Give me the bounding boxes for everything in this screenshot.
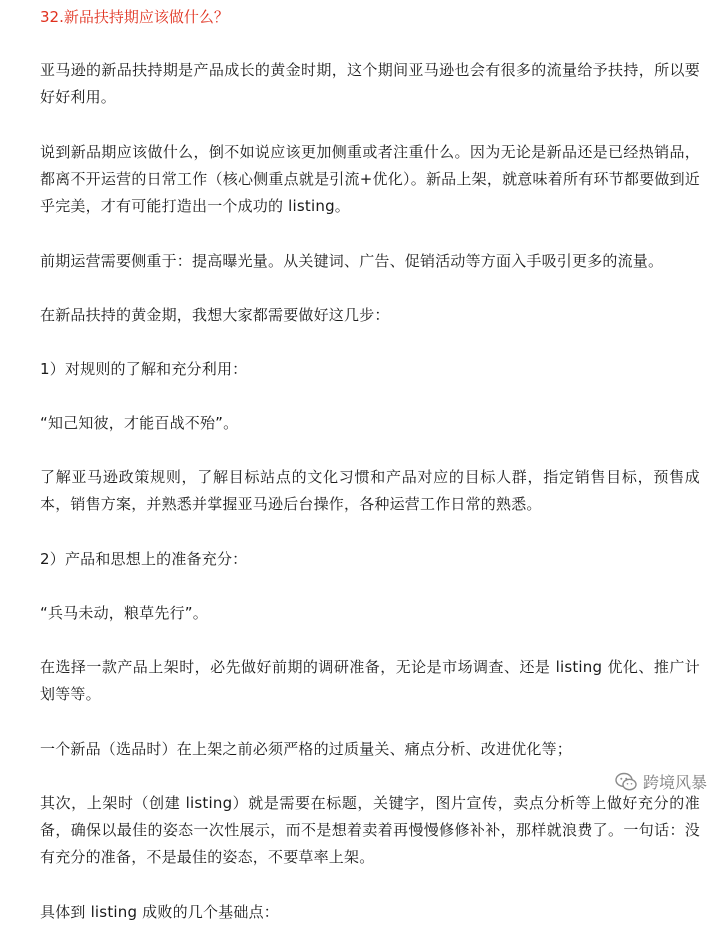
article <box>40 6 700 926</box>
watermark-text: 跨境风暴 <box>642 773 707 792</box>
step-2-title: 2）产品和思想上的准备充分： <box>40 550 248 568</box>
paragraph-listing-basics: 具体到 listing 成败的几个基础点： <box>40 903 279 921</box>
wechat-icon <box>615 772 637 792</box>
quote-1: “知己知彼，才能百战不殆”。 <box>40 414 239 432</box>
step-1-title: 1）对规则的了解和充分利用： <box>40 360 248 378</box>
paragraph-steps-intro: 在新品扶持的黄金期，我想大家都需要做好这几步： <box>40 306 390 324</box>
quote-2: “兵马未动，粮草先行”。 <box>40 604 208 622</box>
paragraph-intro: 亚马逊的新品扶持期是产品成长的黄金时期，这个期间亚马逊也会有很多的流量给予扶持，所以要好好利用。 <box>40 61 700 106</box>
paragraph-rules: 了解亚马逊政策规则，了解目标站点的文化习惯和产品对应的目标人群，指定销售目标，预售成本，销售方案，并熟悉并掌握亚马逊后台操作，各种运营工作日常的熟悉。 <box>40 468 700 513</box>
section-heading: 32.新品扶持期应该做什么？ <box>40 8 229 26</box>
paragraph-listing-prep: 其次，上架时（创建 listing）就是需要在标题，关键字，图片宣传，卖点分析等上做好充分的准备，确保以最佳的姿态一次性展示，而不是想着卖着再慢慢修修补补，那样就浪费了。一句话：没有充分的准备，不是最佳的姿态，不要草率上架。 <box>40 794 700 866</box>
paragraph-research: 在选择一款产品上架时，必先做好前期的调研准备，无论是市场调查、还是 listing 优化、推广计划等等。 <box>40 658 700 703</box>
paragraph-focus: 说到新品期应该做什么，倒不如说应该更加侧重或者注重什么。因为无论是新品还是已经热销品，都离不开运营的日常工作（核心侧重点就是引流+优化）。新品上架，就意味着所有环节都要做到近乎完美，才有可能打造出一个成功的 listing。 <box>40 143 700 215</box>
paragraph-early-ops: 前期运营需要侧重于：提高曝光量。从关键词、广告、促销活动等方面入手吸引更多的流量。 <box>40 252 664 270</box>
watermark <box>615 770 707 793</box>
paragraph-quality: 一个新品（选品时）在上架之前必须严格的过质量关、痛点分析、改进优化等； <box>40 740 573 758</box>
